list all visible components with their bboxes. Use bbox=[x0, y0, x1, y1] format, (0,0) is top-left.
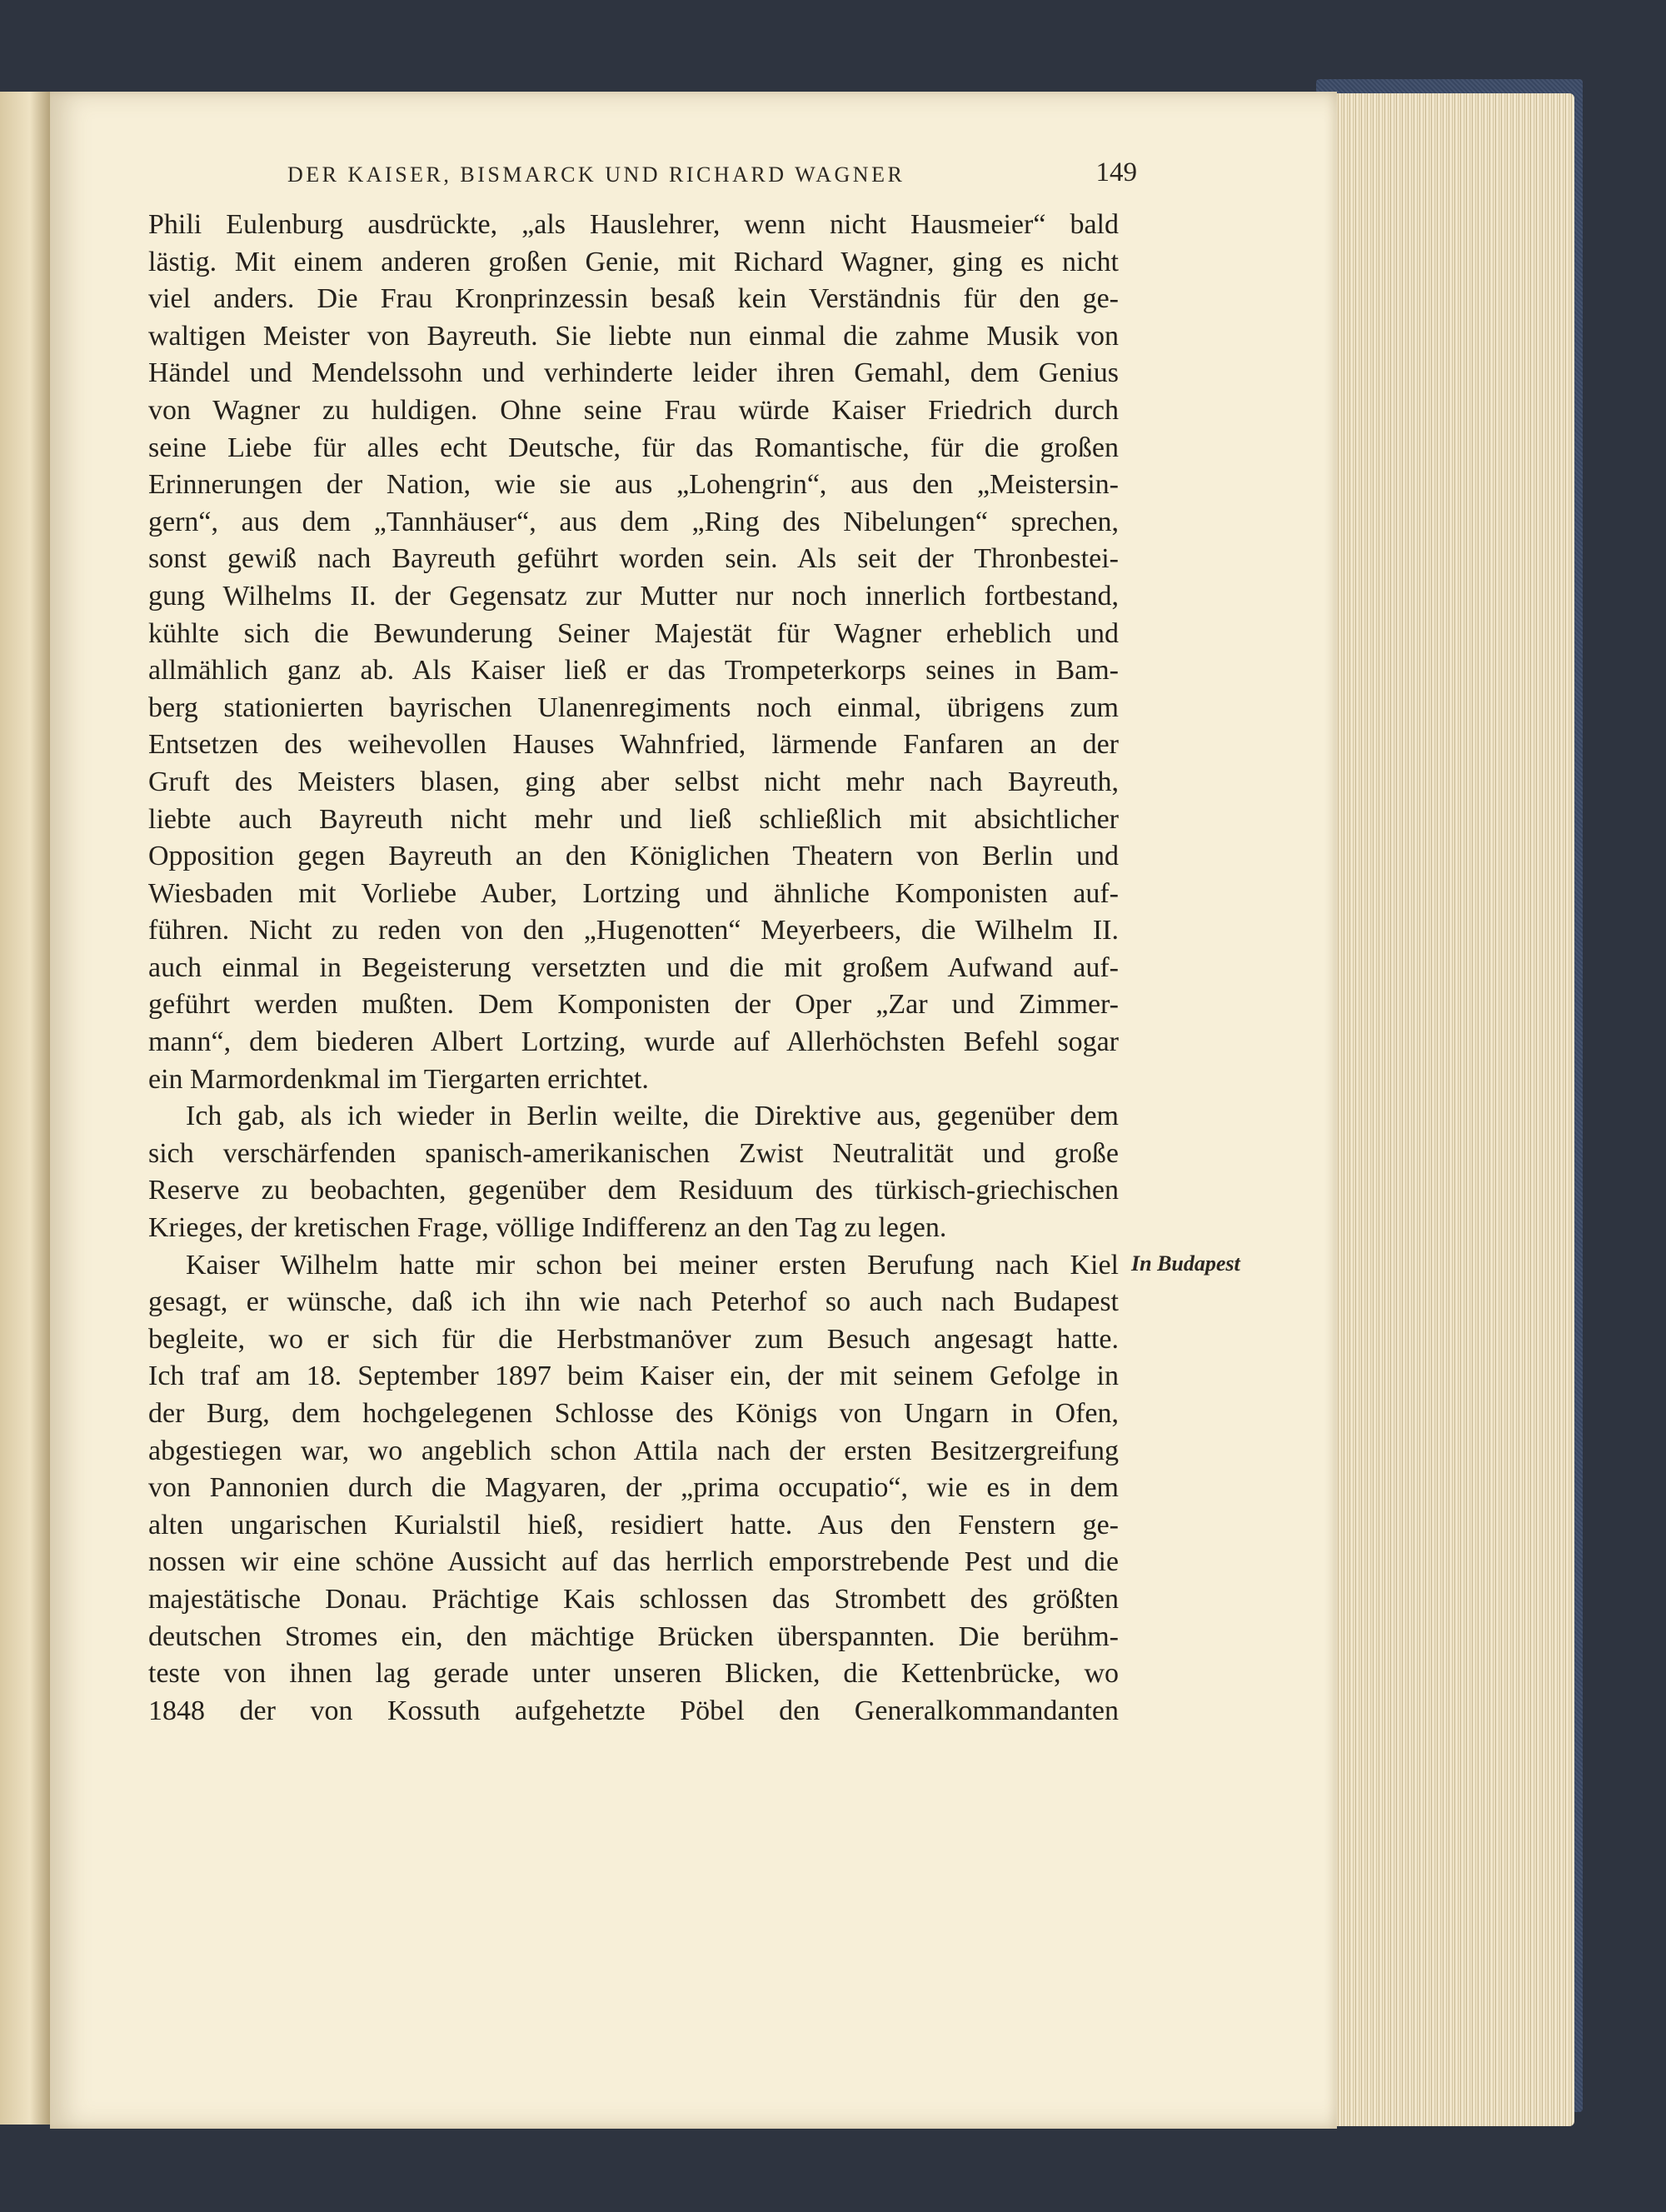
text-line: abgestiegen war, wo angeblich schon Attila nach der ersten Besitzergreifung bbox=[148, 1435, 1119, 1466]
text-line: ein Marmordenkmal im Tiergarten errichtet. bbox=[148, 1063, 649, 1095]
text-line: mann“, dem biederen Albert Lortzing, wurde auf Allerhöchsten Befehl sogar bbox=[148, 1026, 1119, 1058]
text-line: Kaiser Wilhelm hatte mir schon bei meiner ersten Berufung nach Kiel bbox=[186, 1249, 1119, 1281]
text-line: auch einmal in Begeisterung versetzten und die mit großem Aufwand auf- bbox=[148, 951, 1119, 983]
page-number: 149 bbox=[1095, 157, 1137, 187]
margin-note: In Budapest bbox=[1131, 1251, 1240, 1276]
text-line: Händel und Mendelssohn und verhinderte leider ihren Gemahl, dem Genius bbox=[148, 357, 1119, 389]
text-line: begleite, wo er sich für die Herbstmanöver zum Besuch angesagt hatte. bbox=[148, 1323, 1119, 1355]
text-line: sonst gewiß nach Bayreuth geführt worden sein. Als seit der Thronbestei- bbox=[148, 543, 1119, 575]
text-line: Erinnerungen der Nation, wie sie aus „Lohengrin“, aus den „Meistersin- bbox=[148, 469, 1119, 501]
text-line: Gruft des Meisters blasen, ging aber selbst nicht mehr nach Bayreuth, bbox=[148, 766, 1119, 797]
text-line: gesagt, er wünsche, daß ich ihn wie nach Peterhof so auch nach Budapest bbox=[148, 1286, 1119, 1318]
text-line: allmählich ganz ab. Als Kaiser ließ er das Trompeterkorps seines in Bam- bbox=[148, 655, 1119, 687]
text-line: liebte auch Bayreuth nicht mehr und ließ schließlich mit absichtlicher bbox=[148, 803, 1119, 835]
text-line: kühlte sich die Bewunderung Seiner Majestät für Wagner erheblich und bbox=[148, 617, 1119, 649]
text-line: Ich traf am 18. September 1897 beim Kaiser ein, der mit seinem Gefolge in bbox=[148, 1361, 1119, 1392]
text-line: teste von ihnen lag gerade unter unseren Blicken, die Kettenbrücke, wo bbox=[148, 1658, 1119, 1690]
running-title: DER KAISER, BISMARCK UND RICHARD WAGNER bbox=[287, 162, 905, 187]
text-line: 1848 der von Kossuth aufgehetzte Pöbel den Generalkommandanten bbox=[148, 1695, 1119, 1726]
text-line: lästig. Mit einem anderen großen Genie, mit Richard Wagner, ging es nicht bbox=[148, 246, 1119, 277]
text-line: von Pannonien durch die Magyaren, der „prima occupatio“, wie es in dem bbox=[148, 1472, 1119, 1504]
text-line: sich verschärfenden spanisch-amerikanischen Zwist Neutralität und große bbox=[148, 1137, 1119, 1169]
text-line: deutschen Stromes ein, den mächtige Brücken überspannten. Die berühm- bbox=[148, 1620, 1119, 1652]
page-edges bbox=[1333, 93, 1574, 2126]
facing-page-edge bbox=[0, 92, 50, 2125]
text-line: viel anders. Die Frau Kronprinzessin besaß kein Verständnis für den ge- bbox=[148, 283, 1119, 315]
text-line: von Wagner zu huldigen. Ohne seine Frau würde Kaiser Friedrich durch bbox=[148, 394, 1119, 426]
body-text bbox=[148, 207, 1119, 1730]
paragraph bbox=[148, 1098, 1119, 1246]
running-head bbox=[100, 157, 1137, 196]
text-line: Entsetzen des weihevollen Hauses Wahnfried, lärmende Fanfaren an der bbox=[148, 729, 1119, 761]
text-line: Krieges, der kretischen Frage, völlige Indifferenz an den Tag zu legen. bbox=[148, 1212, 947, 1244]
text-line: Reserve zu beobachten, gegenüber dem Residuum des türkisch-griechischen bbox=[148, 1175, 1119, 1206]
text-line: der Burg, dem hochgelegenen Schlosse des Königs von Ungarn in Ofen, bbox=[148, 1398, 1119, 1429]
text-line: Opposition gegen Bayreuth an den Königlichen Theatern von Berlin und bbox=[148, 841, 1119, 872]
text-line: waltigen Meister von Bayreuth. Sie liebte nun einmal die zahme Musik von bbox=[148, 320, 1119, 352]
paragraph bbox=[148, 1247, 1119, 1730]
text-line: führen. Nicht zu reden von den „Hugenotten“ Meyerbeers, die Wilhelm II. bbox=[148, 915, 1119, 946]
text-line: majestätische Donau. Prächtige Kais schlossen das Strombett des größten bbox=[148, 1583, 1119, 1615]
text-line: Wiesbaden mit Vorliebe Auber, Lortzing und ähnliche Komponisten auf- bbox=[148, 877, 1119, 909]
text-line: seine Liebe für alles echt Deutsche, für das Romantische, für die großen bbox=[148, 432, 1119, 463]
text-line: geführt werden mußten. Dem Komponisten der Oper „Zar und Zimmer- bbox=[148, 989, 1119, 1021]
text-line: nossen wir eine schöne Aussicht auf das herrlich emporstrebende Pest und die bbox=[148, 1546, 1119, 1578]
paragraph bbox=[148, 207, 1119, 1098]
text-line: Ich gab, als ich wieder in Berlin weilte, die Direktive aus, gegenüber dem bbox=[186, 1101, 1119, 1132]
text-line: gung Wilhelms II. der Gegensatz zur Mutter nur noch innerlich fortbestand, bbox=[148, 580, 1119, 612]
text-line: berg stationierten bayrischen Ulanenregiments noch einmal, übrigens zum bbox=[148, 692, 1119, 723]
text-line: Phili Eulenburg ausdrückte, „als Hauslehrer, wenn nicht Hausmeier“ bald bbox=[148, 209, 1119, 240]
text-line: alten ungarischen Kurialstil hieß, residiert hatte. Aus den Fenstern ge- bbox=[148, 1509, 1119, 1540]
text-line: gern“, aus dem „Tannhäuser“, aus dem „Ring des Nibelungen“ sprechen, bbox=[148, 506, 1119, 537]
